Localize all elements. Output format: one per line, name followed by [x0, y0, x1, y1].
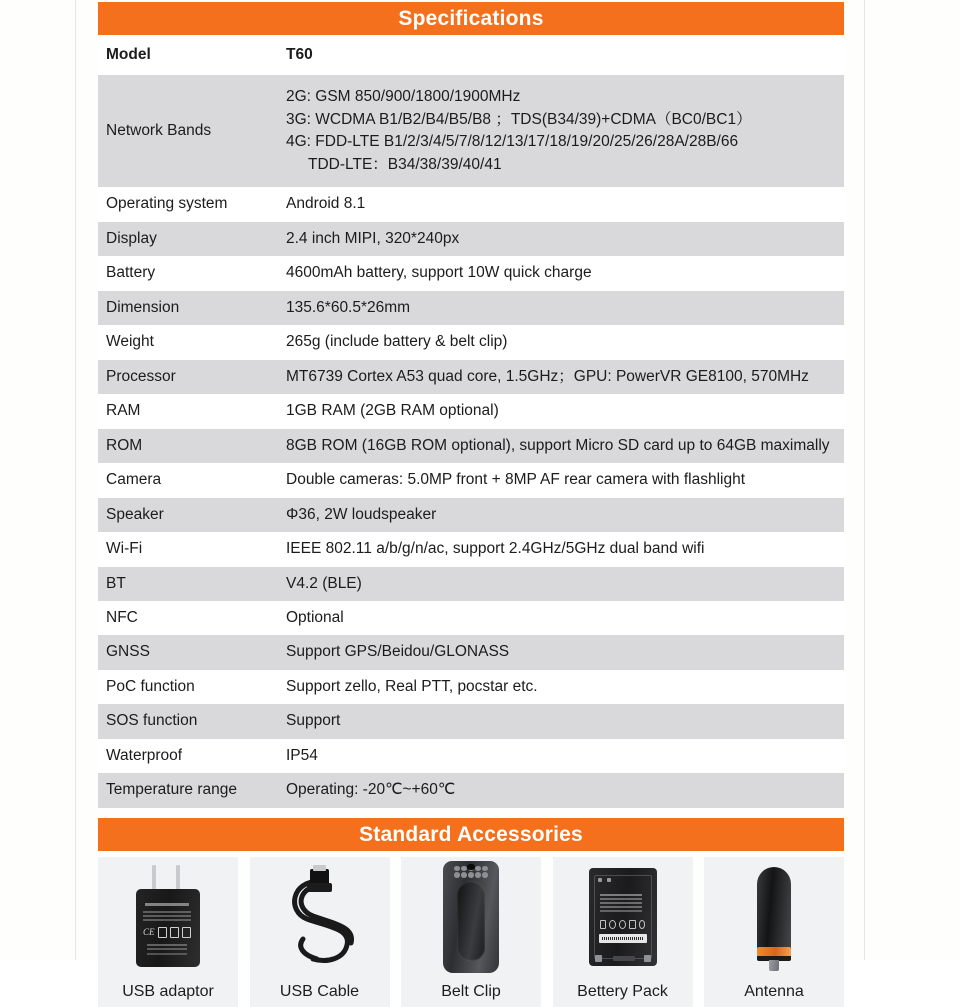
spec-key: Dimension	[98, 291, 286, 325]
spec-row	[98, 773, 844, 807]
spec-value: V4.2 (BLE)	[286, 567, 844, 601]
accessories-row	[98, 857, 844, 1007]
spec-row	[98, 532, 844, 566]
spec-key: Temperature range	[98, 773, 286, 807]
spec-key: Wi-Fi	[98, 532, 286, 566]
specifications-table	[98, 35, 844, 808]
content-column	[98, 0, 844, 1007]
accessory-card-antenna	[704, 857, 844, 1007]
network-band-line: 4G: FDD-LTE B1/2/3/4/5/7/8/12/13/17/18/19/20/25/26/28A/28B/66	[286, 133, 739, 151]
spec-value: 1GB RAM (2GB RAM optional)	[286, 394, 844, 428]
spec-row	[98, 325, 844, 359]
antenna-icon	[704, 861, 844, 973]
accessory-label: USB adaptor	[122, 982, 214, 1000]
accessory-card-usb-cable	[250, 857, 390, 1007]
spec-value: Optional	[286, 601, 844, 635]
belt-clip-icon	[401, 861, 541, 973]
accessory-card-usb-adaptor	[98, 857, 238, 1007]
spec-row	[98, 291, 844, 325]
spec-value: IEEE 802.11 a/b/g/n/ac, support 2.4GHz/5GHz dual band wifi	[286, 532, 844, 566]
spec-key: Speaker	[98, 498, 286, 532]
spec-key: BT	[98, 567, 286, 601]
spec-row	[98, 75, 844, 187]
spec-row	[98, 360, 844, 394]
spec-key: Weight	[98, 325, 286, 359]
spec-key: GNSS	[98, 635, 286, 669]
spec-value	[286, 75, 844, 187]
spec-value: 135.6*60.5*26mm	[286, 291, 844, 325]
spec-value: Double cameras: 5.0MP front + 8MP AF rear camera with flashlight	[286, 463, 844, 497]
spec-value: 265g (include battery & belt clip)	[286, 325, 844, 359]
spec-value: IP54	[286, 739, 844, 773]
spec-key: Processor	[98, 360, 286, 394]
accessory-label: USB Cable	[279, 982, 360, 1000]
spec-row	[98, 35, 844, 75]
usb-adaptor-icon: CE	[98, 861, 238, 973]
spec-key: Network Bands	[98, 75, 286, 187]
spec-value: 4600mAh battery, support 10W quick charge	[286, 256, 844, 290]
spec-value: Support GPS/Beidou/GLONASS	[286, 635, 844, 669]
spec-row	[98, 463, 844, 497]
accessory-label: Belt Clip	[441, 982, 501, 1000]
spec-key: RAM	[98, 394, 286, 428]
network-band-line: TDD-LTE：B34/38/39/40/41	[308, 155, 502, 173]
spec-row	[98, 704, 844, 738]
accessory-card-battery-pack	[553, 857, 693, 1007]
standard-accessories-banner: Standard Accessories	[98, 818, 844, 851]
spec-key: Model	[98, 35, 286, 75]
spec-key: ROM	[98, 429, 286, 463]
spec-row	[98, 256, 844, 290]
spec-key: Battery	[98, 256, 286, 290]
spec-row	[98, 429, 844, 463]
spec-value: Support	[286, 704, 844, 738]
spec-row	[98, 739, 844, 773]
spec-row	[98, 187, 844, 221]
spec-value: 2.4 inch MIPI, 320*240px	[286, 222, 844, 256]
spec-value: Operating: -20℃~+60℃	[286, 773, 844, 807]
spec-value: MT6739 Cortex A53 quad core, 1.5GHz；GPU: PowerVR GE8100, 570MHz	[286, 360, 844, 394]
right-margin-rule	[864, 0, 865, 960]
spec-row	[98, 601, 844, 635]
spec-value: 8GB ROM (16GB ROM optional), support Micro SD card up to 64GB maximally	[286, 429, 844, 463]
accessory-card-belt-clip	[401, 857, 541, 1007]
spec-value: Support zello, Real PTT, pocstar etc.	[286, 670, 844, 704]
spec-row	[98, 394, 844, 428]
spec-key: Camera	[98, 463, 286, 497]
spec-key: Display	[98, 222, 286, 256]
battery-pack-icon	[553, 861, 693, 973]
spec-key: SOS function	[98, 704, 286, 738]
network-band-line: 3G: WCDMA B1/B2/B4/B5/B8 ；TDS(B34/39)+CDMA（BC0/BC1）	[286, 110, 752, 128]
spec-row	[98, 567, 844, 601]
spec-key: Operating system	[98, 187, 286, 221]
left-margin-rule	[75, 0, 76, 960]
spec-row	[98, 498, 844, 532]
spec-row	[98, 670, 844, 704]
spec-key: NFC	[98, 601, 286, 635]
spec-key: Waterproof	[98, 739, 286, 773]
accessory-label: Bettery Pack	[577, 982, 668, 1000]
spec-value: Android 8.1	[286, 187, 844, 221]
spec-row	[98, 635, 844, 669]
spec-value: T60	[286, 35, 844, 75]
specifications-banner: Specifications	[98, 2, 844, 35]
usb-cable-icon	[250, 861, 390, 973]
specifications-table-body	[98, 35, 844, 808]
network-band-line: 2G: GSM 850/900/1800/1900MHz	[286, 88, 521, 106]
spec-row	[98, 222, 844, 256]
spec-value: Φ36, 2W loudspeaker	[286, 498, 844, 532]
accessory-label: Antenna	[744, 982, 804, 1000]
spec-key: PoC function	[98, 670, 286, 704]
